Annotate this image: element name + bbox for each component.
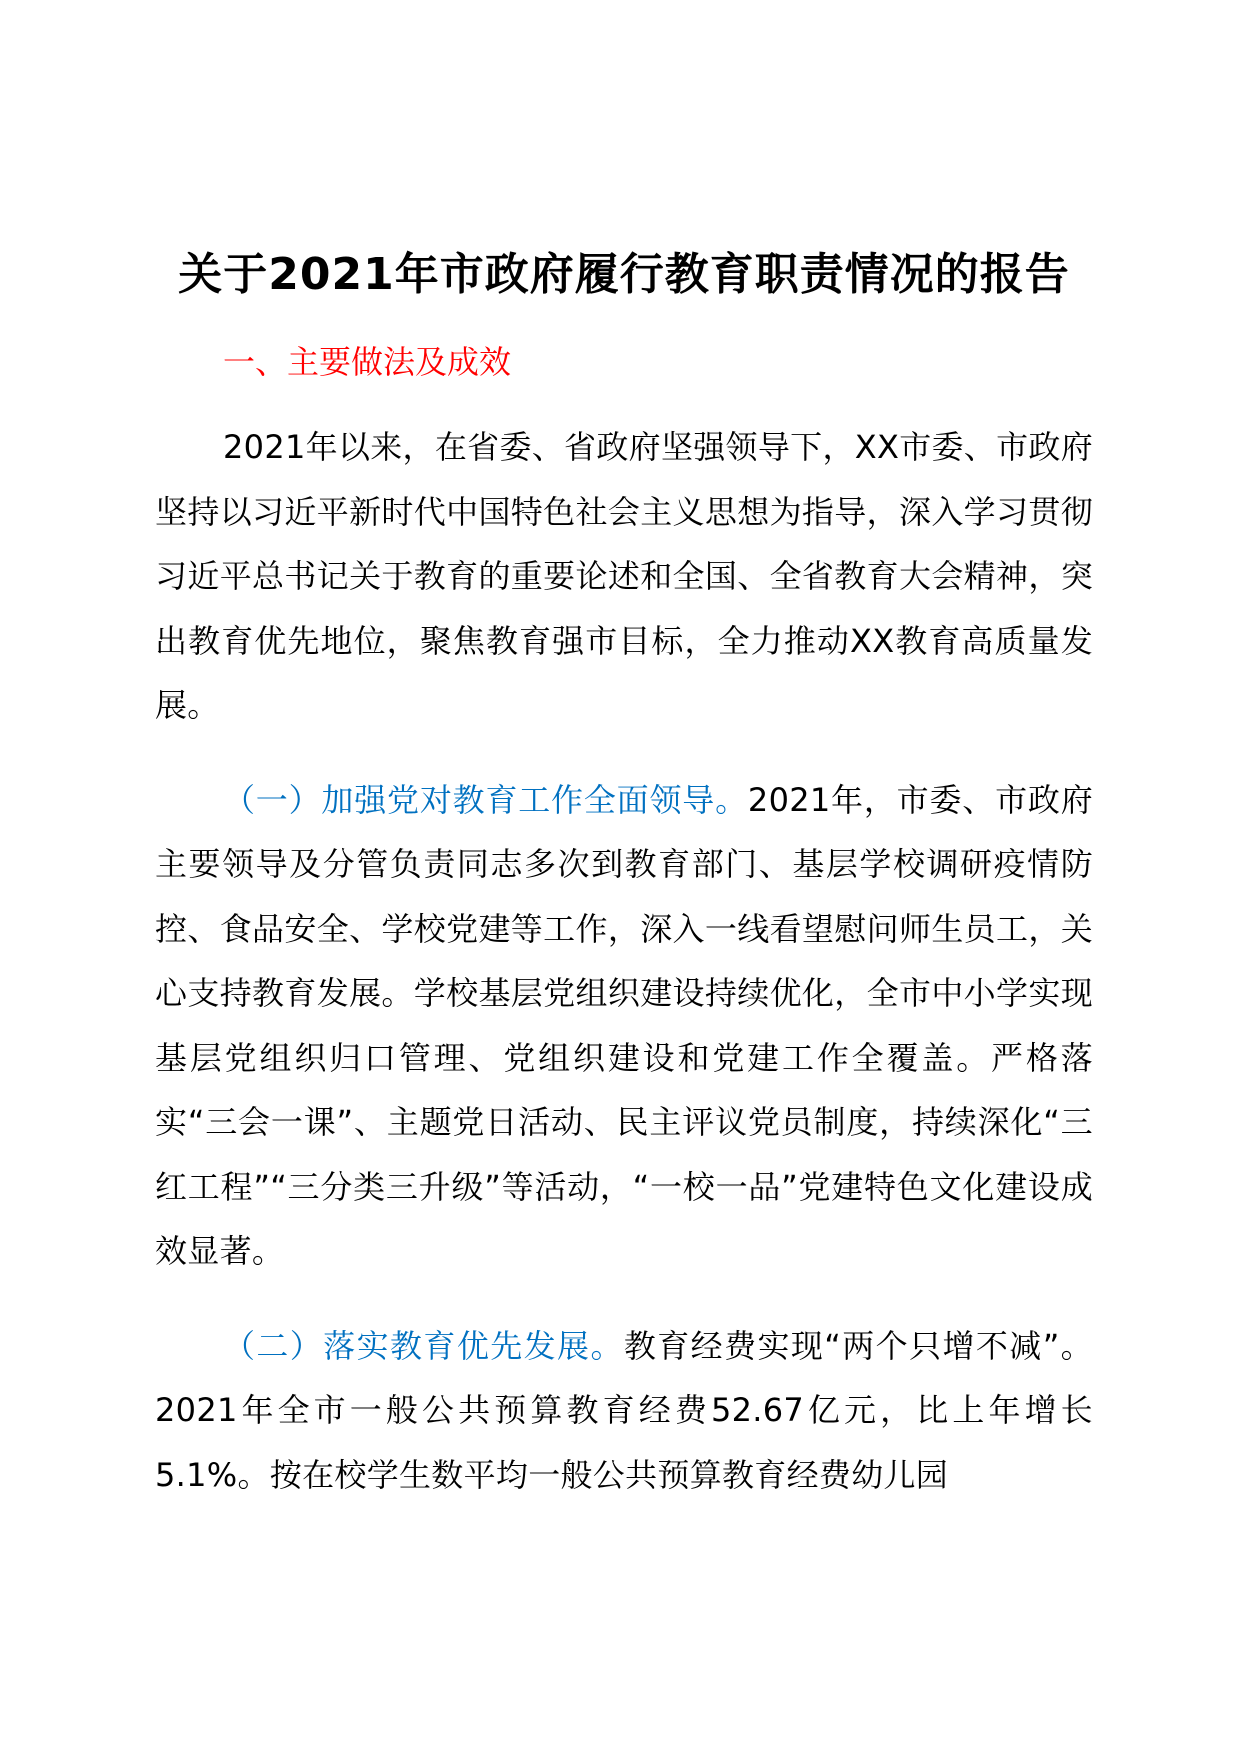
paragraph-education-priority bbox=[155, 1314, 1093, 1508]
document-content bbox=[155, 245, 1093, 1507]
intro-paragraph: 2021年以来，在省委、省政府坚强领导下，XX市委、市政府坚持以习近平新时代中国特色社会主义思想为指导，深入学习贯彻习近平总书记关于教育的重要论述和全国、全省教育大会精神，突出教育优先地位，聚焦教育强市目标，全力推动XX教育高质量发展。 bbox=[155, 428, 1093, 724]
document-title: 关于2021年市政府履行教育职责情况的报告 bbox=[178, 249, 1070, 300]
paragraph-party-leadership bbox=[155, 768, 1093, 1284]
paragraph-education-priority-body: 教育经费实现“两个只增不减”。2021年全市一般公共预算教育经费52.67亿元，比上年增长5.1%。按在校学生数平均一般公共预算教育经费幼儿园 bbox=[155, 1326, 1093, 1494]
paragraph-party-leadership-body: 2021年，市委、市政府主要领导及分管负责同志多次到教育部门、基层学校调研疫情防控、食品安全、学校党建等工作，深入一线看望慰问师生员工，关心支持教育发展。学校基层党组织建设持续优化，全市中小学实现基层党组织归口管理、党组织建设和党建工作全覆盖。严格落实“三会一课”、主题党日活动、民主评议党员制度，持续深化“三红工程”“三分类三升级”等活动，“一校一品”党建特色文化建设成效显著。 bbox=[155, 780, 1093, 1270]
section-heading-main-practices: 一、主要做法及成效 bbox=[223, 343, 512, 381]
subheading-education-priority: （二）落实教育优先发展。 bbox=[223, 1326, 624, 1365]
subheading-party-leadership: （一）加强党对教育工作全面领导。 bbox=[223, 780, 748, 819]
